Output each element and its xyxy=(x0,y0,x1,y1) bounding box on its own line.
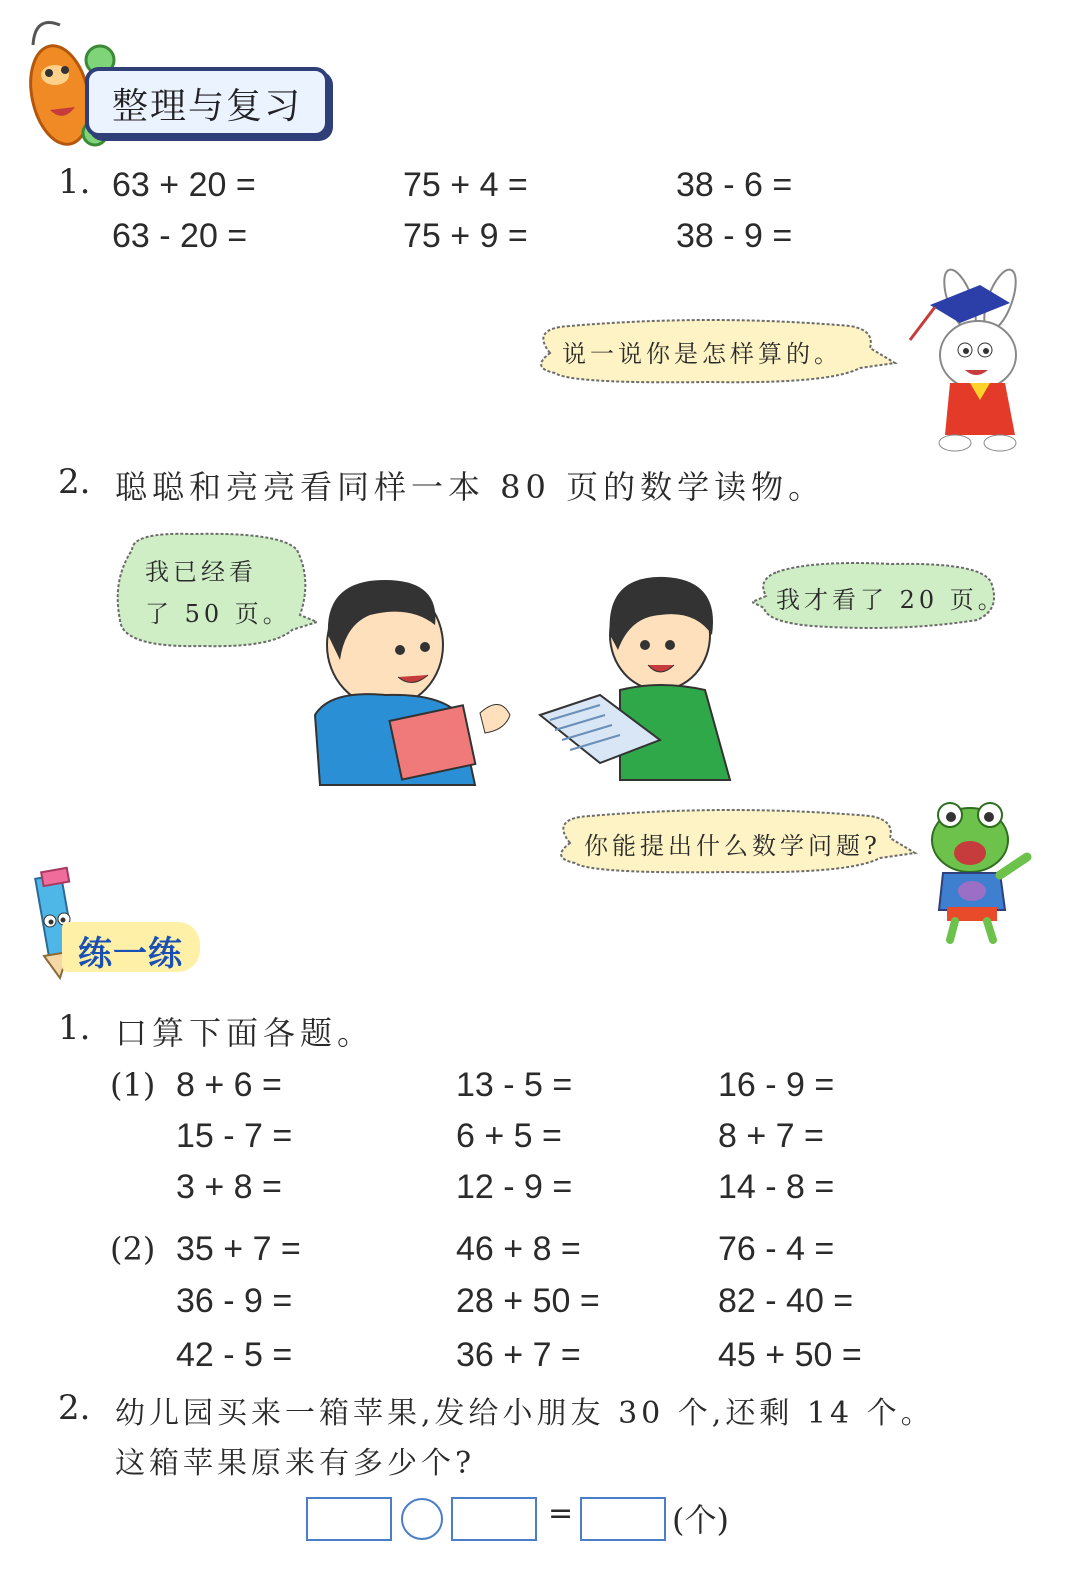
equation: 15 - 7 = xyxy=(176,1117,293,1155)
speech-bubble xyxy=(112,530,317,650)
boy1-speech-line1: 我已经看 xyxy=(145,558,257,586)
part-label: (2) xyxy=(110,1230,156,1268)
equation: 12 - 9 = xyxy=(456,1168,573,1206)
question-text: 口算下面各题。 xyxy=(115,1014,375,1052)
equation: 6 + 5 = xyxy=(456,1117,562,1155)
answer-unit: (个) xyxy=(672,1501,729,1539)
equation: 82 - 40 = xyxy=(718,1282,854,1320)
equation: 16 - 9 = xyxy=(718,1066,835,1104)
equation: 8 + 7 = xyxy=(718,1117,824,1155)
question-number: 1. xyxy=(58,1008,91,1048)
equation: 36 + 7 = xyxy=(456,1336,581,1374)
question-text-line1: 幼儿园买来一箱苹果,发给小朋友 30 个,还剩 14 个。 xyxy=(115,1396,935,1431)
equation: 28 + 50 = xyxy=(456,1282,600,1320)
answer-box-2[interactable] xyxy=(451,1497,537,1541)
section-title: 整理与复习 xyxy=(112,86,303,127)
question-text-line2: 这箱苹果原来有多少个? xyxy=(115,1446,476,1481)
boy1-speech-line2: 了 50 页。 xyxy=(145,600,291,628)
equation: 63 + 20 = xyxy=(112,166,256,204)
equation: 46 + 8 = xyxy=(456,1230,581,1268)
equation: 35 + 7 = xyxy=(176,1230,301,1268)
boy2-speech-text: 我才看了 20 页。 xyxy=(776,586,1006,614)
frog-mascot-icon xyxy=(915,795,1035,945)
part-label: (1) xyxy=(110,1066,156,1104)
equation: 38 - 6 = xyxy=(676,166,793,204)
operator-circle[interactable] xyxy=(401,1498,443,1540)
equation: 63 - 20 = xyxy=(112,217,248,255)
equation: 75 + 4 = xyxy=(403,166,528,204)
equation: 38 - 9 = xyxy=(676,217,793,255)
boys-reading-illustration xyxy=(300,565,740,795)
equals-sign: = xyxy=(548,1496,574,1531)
question-number: 1. xyxy=(58,162,91,202)
answer-box-1[interactable] xyxy=(306,1497,392,1541)
equation: 8 + 6 = xyxy=(176,1066,282,1104)
equation: 13 - 5 = xyxy=(456,1066,573,1104)
equation: 45 + 50 = xyxy=(718,1336,862,1374)
question-text: 聪聪和亮亮看同样一本 80 页的数学读物。 xyxy=(115,468,826,506)
equation: 14 - 8 = xyxy=(718,1168,835,1206)
equation: 3 + 8 = xyxy=(176,1168,282,1206)
equation: 42 - 5 = xyxy=(176,1336,293,1374)
frog-speech-text: 你能提出什么数学问题? xyxy=(584,832,881,860)
equation: 76 - 4 = xyxy=(718,1230,835,1268)
question-number: 2. xyxy=(58,1388,91,1428)
question-number: 2. xyxy=(58,462,91,502)
rabbit-mascot-icon xyxy=(900,265,1030,455)
rabbit-speech-text: 说一说你是怎样算的。 xyxy=(562,340,842,368)
equation: 75 + 9 = xyxy=(403,217,528,255)
answer-box-result[interactable] xyxy=(580,1497,666,1541)
equation: 36 - 9 = xyxy=(176,1282,293,1320)
practice-title: 练一练 xyxy=(78,934,183,974)
